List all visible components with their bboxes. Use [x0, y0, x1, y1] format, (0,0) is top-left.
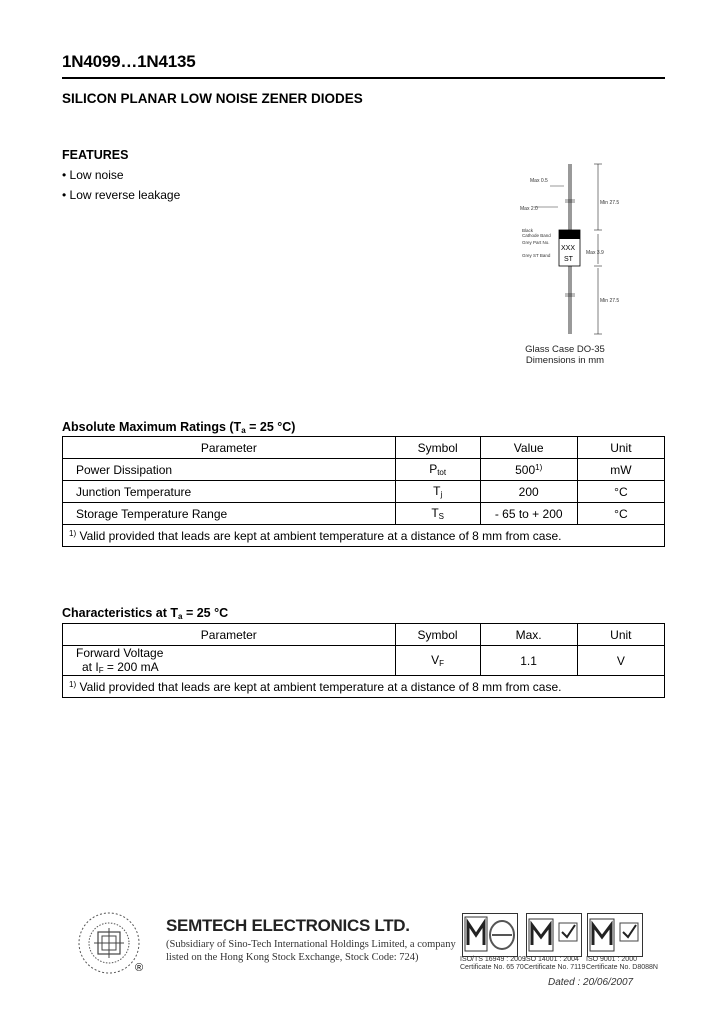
subsidiary-note — [166, 938, 456, 964]
certificate-standard: ISO/TS 16949 : 2009 — [460, 956, 526, 963]
lead-diameter-label: Max 0.5 — [530, 178, 548, 184]
document-date: Dated : 20/06/2007 — [548, 977, 634, 988]
title-rule — [62, 77, 665, 79]
footnote-cell — [63, 676, 665, 698]
unit-cell: °C — [577, 481, 664, 503]
abs-max-heading-text: Absolute Maximum Ratings (T — [62, 420, 242, 434]
characteristics-heading-suffix: = 25 °C — [182, 606, 229, 620]
footnote-ref: 1) — [535, 462, 543, 472]
lead-length-bottom-label: Min 27.5 — [600, 298, 620, 304]
col-header-symbol: Symbol — [395, 624, 480, 646]
col-header-value: Value — [480, 437, 577, 459]
symbol-text: V — [431, 653, 440, 667]
abs-max-heading — [62, 420, 295, 435]
symbol-sub: F — [439, 659, 444, 668]
value-text: 500 — [515, 462, 536, 477]
param-line2-sub: F — [98, 666, 104, 675]
product-subtitle: SILICON PLANAR LOW NOISE ZENER DIODES — [62, 91, 363, 106]
symbol-sub: tot — [437, 468, 447, 477]
certificate-caption — [460, 956, 526, 972]
symbol-text: T — [433, 484, 441, 498]
part-number-title: 1N4099…1N4135 — [62, 52, 196, 71]
unit-cell: °C — [577, 503, 664, 525]
registered-mark: ® — [135, 962, 144, 974]
package-caption-line1: Glass Case DO-35 — [525, 344, 605, 355]
characteristics-heading-sub: a — [178, 612, 183, 621]
symbol-text: T — [431, 506, 439, 520]
certificate-standard: ISO 14001 : 2004 — [524, 956, 579, 963]
col-header-parameter: Parameter — [63, 437, 396, 459]
certificate-number: Certificate No. 7119 — [524, 964, 586, 971]
table-row — [63, 503, 665, 525]
symbol-text: P — [429, 462, 438, 476]
col-header-parameter: Parameter — [63, 624, 396, 646]
subsidiary-line2: listed on the Hong Kong Stock Exchange, Stock Code: 724) — [166, 952, 419, 963]
param-line1: Forward Voltage — [76, 646, 164, 660]
certificate-caption — [586, 956, 658, 972]
table-row — [63, 481, 665, 503]
company-logo — [76, 910, 142, 976]
footnote-text: Valid provided that leads are kept at ambient temperature at a distance of 8 mm from case. — [76, 679, 562, 694]
characteristics-heading-text: Characteristics at T — [62, 606, 179, 620]
param-cell: Power Dissipation — [63, 459, 396, 481]
symbol-cell — [395, 646, 480, 676]
features-heading: FEATURES — [62, 148, 129, 162]
symbol-sub: j — [440, 490, 443, 499]
symbol-cell — [395, 503, 480, 525]
param-line2-suffix: = 200 mA — [103, 660, 159, 674]
package-outline-diagram — [520, 162, 620, 342]
certificate-number: Certificate No. 65 70 — [460, 964, 524, 971]
footnote-row — [63, 525, 665, 547]
characteristics-table — [62, 623, 665, 698]
footnote-cell — [63, 525, 665, 547]
st-band-label: Grey ST Band — [522, 253, 551, 258]
footnote-marker: 1) — [69, 679, 77, 689]
package-caption — [510, 344, 620, 366]
feature-item: • Low reverse leakage — [62, 188, 181, 202]
param-cell: Storage Temperature Range — [63, 503, 396, 525]
symbol-sub: S — [438, 512, 444, 521]
table-row — [63, 459, 665, 481]
lead-length-top-label: Min 27.5 — [600, 200, 620, 206]
footnote-text: Valid provided that leads are kept at ambient temperature at a distance of 8 mm from case. — [76, 528, 562, 543]
symbol-cell — [395, 481, 480, 503]
col-header-unit: Unit — [577, 624, 664, 646]
abs-max-heading-sub: a — [241, 426, 246, 435]
part-marking-label: Grey Part No. — [522, 240, 550, 245]
col-header-symbol: Symbol — [395, 437, 480, 459]
table-header-row — [63, 624, 665, 646]
part-marking-st: ST — [564, 256, 573, 263]
table-header-row — [63, 437, 665, 459]
param-line2 — [76, 660, 389, 675]
certification-badge-icon — [462, 913, 518, 957]
col-header-max: Max. — [480, 624, 577, 646]
unit-cell: mW — [577, 459, 664, 481]
abs-max-table — [62, 436, 665, 547]
col-header-unit: Unit — [577, 437, 664, 459]
company-name: SEMTECH ELECTRONICS LTD. — [166, 916, 410, 935]
value-cell: 1.1 — [480, 646, 577, 676]
unit-cell: V — [577, 646, 664, 676]
table-row — [63, 646, 665, 676]
param-cell — [63, 646, 396, 676]
footnote-row — [63, 676, 665, 698]
param-line2-text: at I — [82, 660, 99, 674]
symbol-cell — [395, 459, 480, 481]
param-cell: Junction Temperature — [63, 481, 396, 503]
value-cell — [480, 459, 577, 481]
feature-item: • Low noise — [62, 168, 124, 182]
body-diameter-label: Max 2.0 — [520, 206, 538, 212]
certificate-number: Certificate No. D8088N — [586, 964, 658, 971]
abs-max-heading-suffix: = 25 °C) — [245, 420, 296, 434]
footnote-marker: 1) — [69, 528, 77, 538]
band-color-label: Black — [522, 228, 534, 233]
certificate-caption — [524, 956, 585, 972]
certificate-standard: ISO 9001 : 2000 — [586, 956, 637, 963]
certification-badge-icon — [587, 913, 643, 957]
body-length-label: Max 3.9 — [586, 250, 604, 256]
part-marking-xxx: XXX — [561, 245, 576, 252]
value-cell: 200 — [480, 481, 577, 503]
certification-badge-icon — [526, 913, 582, 957]
subsidiary-line1: (Subsidiary of Sino-Tech International Holdings Limited, a company — [166, 939, 456, 950]
package-caption-line2: Dimensions in mm — [525, 355, 605, 366]
value-cell: - 65 to + 200 — [480, 503, 577, 525]
cathode-band-label: Cathode Band — [522, 233, 551, 238]
characteristics-heading — [62, 606, 228, 621]
